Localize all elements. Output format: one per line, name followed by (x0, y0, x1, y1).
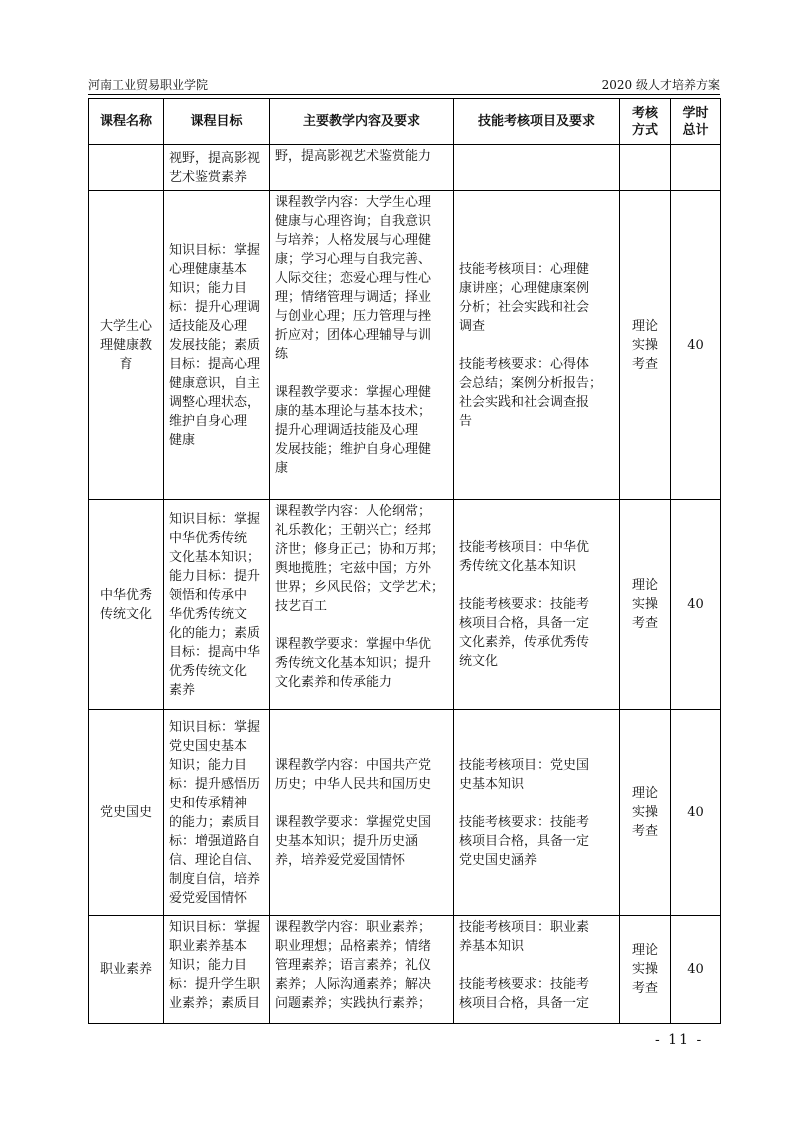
skill-cell (454, 191, 620, 500)
course-content-text: 课程教学内容：职业素养； 职业理想；品格素养；情绪 管理素养；语言素养；礼仪 素养；人际沟通素养；解决 问题素养；实践执行素养； (275, 920, 432, 1011)
table-row (89, 191, 721, 500)
course-name-cell: 中华优秀 传统文化 (89, 500, 164, 710)
course-table (88, 98, 721, 1024)
course-goal-cell: 视野，提高影视 艺术鉴赏素养 (164, 145, 270, 191)
column-header-course-name: 课程名称 (89, 99, 164, 145)
course-name-cell (89, 145, 164, 191)
course-content-cell (270, 191, 454, 500)
course-content-text: 课程教学内容：人伦纲常； 礼乐教化；王朝兴亡；经邦 济世；修身正己；协和万邦； 舆地揽胜；宅兹中国；方外 世界；乡风民俗；文学艺术； 技艺百工 (275, 504, 445, 614)
skill-cell (454, 145, 620, 191)
course-requirement-text: 课程教学要求：掌握心理健 康的基本理论与基本技术； 提升心理调适技能及心理 发展技能；维护自身心理健 康 (275, 385, 432, 476)
table-header-row (89, 99, 721, 145)
assessment-method-cell: 理论 实操 考查 (620, 191, 671, 500)
course-content-cell (270, 145, 454, 191)
skill-item-text: 技能考核项目：心理健 康讲座；心理健康案例 分析；社会实践和社会 调查 (459, 261, 590, 334)
column-header-assessment-method: 考核 方式 (620, 99, 671, 145)
table-row (89, 145, 721, 191)
course-content-cell (270, 916, 454, 1024)
course-goal-cell: 知识目标：掌握 职业素养基本 知识；能力目 标：提升学生职 业素养；素质目 (164, 916, 270, 1024)
column-header-course-goal: 课程目标 (164, 99, 270, 145)
course-goal-cell: 知识目标：掌握 党史国史基本 知识；能力目 标：提升感悟历 史和传承精神 的能力；素质目 标：增强道路自 信、理论自信、 制度自信，培养 爱党爱国情怀 (164, 710, 270, 916)
course-content-cell (270, 500, 454, 710)
skill-cell (454, 500, 620, 710)
skill-requirement-text: 技能考核要求：技能考 核项目合格，具备一定 (459, 977, 590, 1011)
header-divider (88, 94, 720, 95)
table-row (89, 500, 721, 710)
column-header-skill-assessment: 技能考核项目及要求 (454, 99, 620, 145)
total-hours-cell (671, 145, 721, 191)
skill-cell (454, 710, 620, 916)
page-header (88, 76, 720, 94)
total-hours-cell: 40 (671, 710, 721, 916)
skill-item-text: 技能考核项目：中华优 秀传统文化基本知识 (459, 540, 590, 574)
assessment-method-cell: 理论 实操 考查 (620, 500, 671, 710)
course-content-text: 课程教学内容：大学生心理 健康与心理咨询；自我意识 与培养；人格发展与心理健 康；学习心理与自我完善、 人际交往；恋爱心理与性心 理；情绪管理与调适；择业 与创业心理；压力管理与挫 折应对；团体心理辅导与训 练 (275, 195, 432, 362)
header-school-name: 河南工业贸易职业学院 (88, 78, 209, 92)
course-content-text: 课程教学内容：中国共产党 历史；中华人民共和国历史 (275, 757, 432, 792)
table-row (89, 916, 721, 1024)
header-document-title: 2020 级人才培养方案 (601, 78, 720, 92)
total-hours-cell: 40 (671, 916, 721, 1024)
skill-requirement-text: 技能考核要求：技能考 核项目合格，具备一定 党史国史涵养 (459, 814, 590, 868)
course-name-cell: 大学生心 理健康教 育 (89, 191, 164, 500)
column-header-content: 主要教学内容及要求 (270, 99, 454, 145)
skill-item-text: 技能考核项目：职业素 养基本知识 (459, 920, 590, 954)
course-content-cell (270, 710, 454, 916)
assessment-method-cell: 理论 实操 考查 (620, 916, 671, 1024)
skill-cell (454, 916, 620, 1024)
column-header-total-hours: 学时 总计 (671, 99, 721, 145)
total-hours-cell: 40 (671, 500, 721, 710)
course-name-cell: 党史国史 (89, 710, 164, 916)
assessment-method-cell (620, 145, 671, 191)
course-requirement-text: 课程教学要求：掌握党史国 史基本知识；提升历史涵 养，培养爱党爱国情怀 (275, 814, 432, 868)
course-name-cell: 职业素养 (89, 916, 164, 1024)
skill-item-text: 技能考核项目：党史国 史基本知识 (459, 757, 590, 792)
table-row (89, 710, 721, 916)
course-goal-cell: 知识目标：掌握 心理健康基本 知识；能力目 标：提升心理调 适技能及心理 发展技能；素质 目标：提高心理 健康意识，自主 调整心理状态， 维护自身心理 健康 (164, 191, 270, 500)
course-goal-cell: 知识目标：掌握 中华优秀传统 文化基本知识； 能力目标：提升 领悟和传承中 华优秀传统文 化的能力；素质 目标：提高中华 优秀传统文化 素养 (164, 500, 270, 710)
course-content-text: 野，提高影视艺术鉴赏能力 (275, 149, 432, 164)
skill-requirement-text: 技能考核要求：心得体 会总结；案例分析报告； 社会实践和社会调查报 告 (459, 356, 603, 429)
page-number: - 11 - (655, 1032, 704, 1048)
course-requirement-text: 课程教学要求：掌握中华优 秀传统文化基本知识；提升 文化素养和传承能力 (275, 637, 432, 690)
assessment-method-cell: 理论 实操 考查 (620, 710, 671, 916)
skill-requirement-text: 技能考核要求：技能考 核项目合格，具备一定 文化素养，传承优秀传 统文化 (459, 597, 590, 669)
total-hours-cell: 40 (671, 191, 721, 500)
